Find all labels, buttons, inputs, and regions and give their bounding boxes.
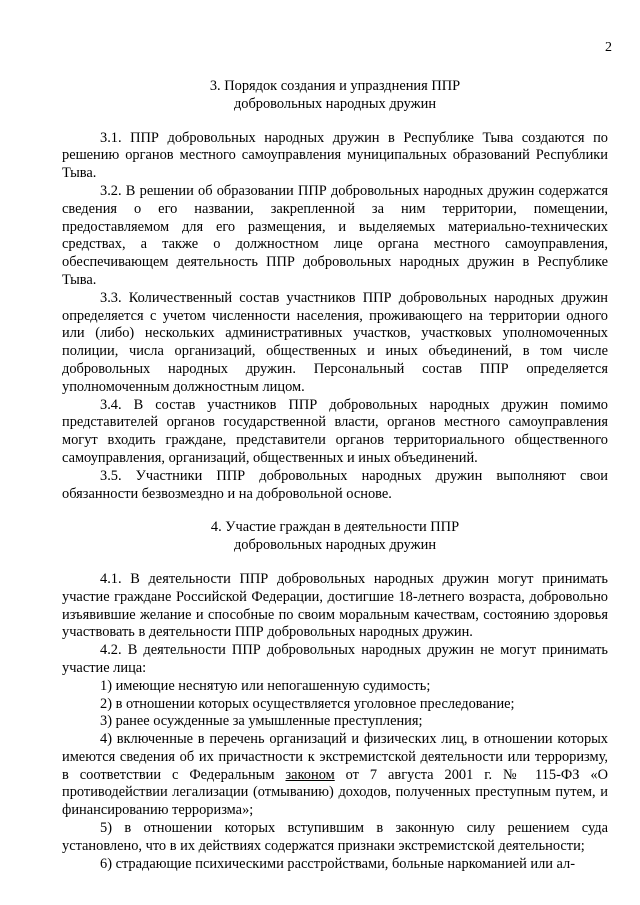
list-item-1: 1) имеющие неснятую или непогашенную судимость;: [100, 677, 431, 694]
list-item-5: 5) в отношении которых вступившим в законную силу решением суда установлено, что в их действиях содержатся признаки экстремистской деятельности;: [62, 820, 608, 854]
section-3-heading-line2: добровольных народных дружин: [233, 95, 437, 112]
paragraph-3-5: 3.5. Участники ППР добровольных народных дружин выполняют свои обязанности безвозмездно и на добровольной основе.: [62, 467, 608, 502]
paragraph-4-2: 4.2. В деятельности ППР добровольных народных дружин не могут принимать участие лица:: [62, 642, 608, 676]
list-item-6: 6) страдающие психическими расстройствами, больные наркоманией или ал-: [100, 855, 576, 872]
document-body: [62, 78, 608, 873]
list-item-2: 2) в отношении которых осуществляется уголовное преследование;: [100, 695, 515, 712]
list-item-4-text-after: от 7 августа 2001 г. № 115-ФЗ «О противодействии легализации (отмыванию) доходов, полученных преступным путем, и финансированию терроризма»;: [62, 766, 609, 819]
section-4-heading-line2: добровольных народных дружин: [233, 537, 437, 554]
list-item-4: [62, 731, 608, 820]
paragraph-4-1: 4.1. В деятельности ППР добровольных народных дружин могут принимать участие граждане Российской Федерации, достигшие 18-летнего возраста, добровольно изъявившие желание и способные по своим моральным качествам, состоянию здоровья участвовать в деятельности ППР добровольных народных дружин.: [62, 570, 608, 641]
law-link[interactable]: законом: [285, 766, 335, 783]
section-4-heading: [62, 519, 608, 555]
paragraph-3-2: 3.2. В решении об образовании ППР добровольных народных дружин содержатся сведения о его названии, закрепленной за ним территории, помещении, предоставляемом для его размещения, и выделяемых материально-технических средствах, а также о должностном лице органа местного самоуправления, обеспечивающем деятельность ППР добровольных народных дружин в Республике Тыва.: [62, 182, 608, 288]
list-item-3: 3) ранее осужденные за умышленные преступления;: [100, 713, 423, 730]
list-item-4-text-before: 4) включенные в перечень организаций и физических лиц, в отношении которых имеются сведения об их причастности к экстремистской деятельности или терроризму, в соответствии с Федеральным: [62, 731, 608, 783]
section-4-heading-line1: 4. Участие граждан в деятельности ППР: [210, 519, 460, 536]
paragraph-3-1: 3.1. ППР добровольных народных дружин в Республике Тыва создаются по решению органов местного самоуправления муниципальных образований Республики Тыва.: [62, 129, 608, 182]
page-number: 2: [605, 40, 612, 55]
section-3-heading-line1: 3. Порядок создания и упразднения ППР: [209, 78, 461, 94]
paragraph-3-3: 3.3. Количественный состав участников ППР добровольных народных дружин определяется с учетом численности населения, проживающего на территории одного или (либо) нескольких административных участков, участковых уполномоченных полиции, числа организаций, общественных и иных объединений, в том числе добровольных народных дружин. Персональный состав ППР определяется уполномоченным должностным лицом.: [62, 289, 608, 395]
paragraph-3-4: 3.4. В состав участников ППР добровольных народных дружин помимо представителей органов государственной власти, органов местного самоуправления могут входить граждане, представители органов территориального общественного самоуправления, организаций, общественных и иных объединений.: [62, 396, 608, 466]
section-3-heading: [62, 78, 608, 114]
